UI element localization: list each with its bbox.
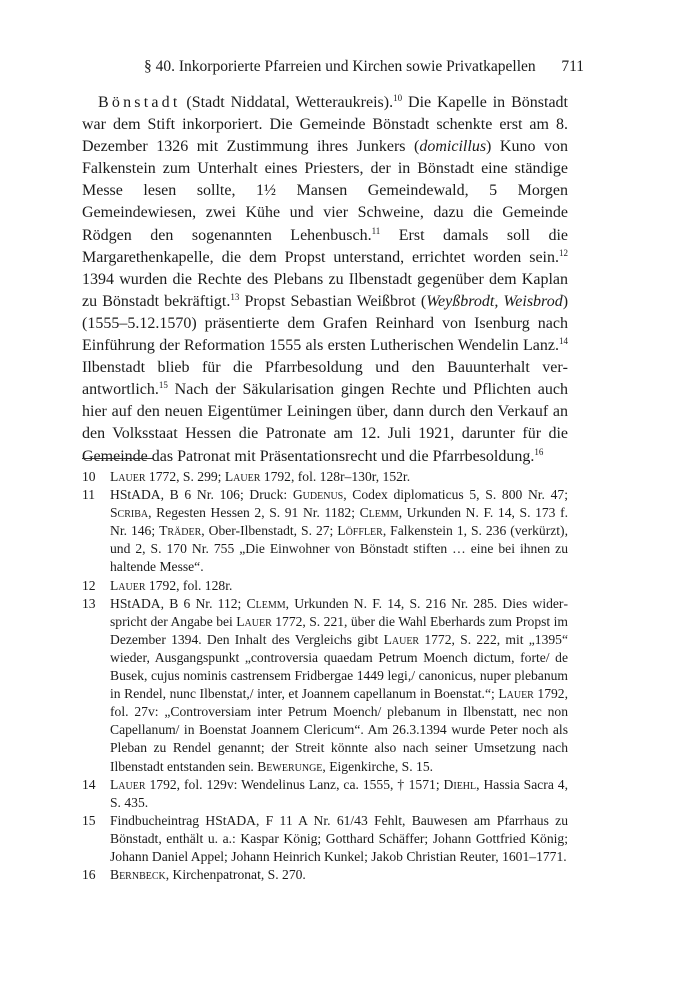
footnote-10 — [82, 468, 568, 486]
footnote-14 — [82, 776, 568, 812]
running-header-title: § 40. Inkorporierte Pfarreien und Kirchen sowie Privatkapellen — [144, 58, 536, 75]
author-name: Lauer — [110, 776, 146, 792]
text-run: 1394 wurden die Rechte des Plebans zu Ilbenstadt gegenüber dem Kaplan zu Bönstadt bekräftigt. — [82, 270, 568, 310]
text-run: Nach der Säkularisation gingen Rechte und Pflichten auch hier auf den neuen Eigentümer Leiningen über, dann durch den Verkauf an den Volksstaat Hessen die Patronate am 12. Juli 1921, darunter für die Gemeinde das Patronat mit Präsentationsrecht und die Pfarrbesoldung. — [82, 381, 568, 465]
author-name: Träder — [159, 523, 202, 539]
text-run: Findbucheintrag HStADA, F 11 A Nr. 61/43 Fehlt, Bauwesen am Pfarrhaus zu Bönstadt, enthält u. a.: Kaspar König; Gotthard Schäffer; Johann Gottfried König; Johann Daniel Appel; Johann Heinrich Kunkel; Jakob Christian Reuter, 1601–1771. — [110, 812, 568, 864]
text-run: ) Kuno von Falkenstein zum Unterhalt eines Priesters, der in Bönstadt eine ständige Messe lesen sollte, 1½ Mansen Gemeindewald, 5 Morgen Gemeindewiesen, zwei Kühe und vier Schweine, dazu die Gemeinde Rödgen den sogenannten Lehenbusch. — [82, 138, 568, 244]
text-run: ) (1555–5.12.1570) präsentierte dem Grafen Reinhard von Isenburg nach Einführung der Reformation 1555 als ersten Lutherischen Wendelin Lanz. — [82, 292, 569, 355]
italic-term: Weyßbrodt, Weisbrod — [426, 292, 563, 310]
body-paragraph — [82, 92, 568, 468]
footnote-number: 13 — [82, 595, 96, 611]
author-name: Clemm — [359, 505, 399, 521]
author-name: Gudenus — [292, 487, 344, 503]
footnote-number: 10 — [82, 469, 96, 484]
footnote-number: 15 — [82, 812, 96, 828]
text-run: 1792, fol. 27v: „Controversiam inter Petrum Moench/ plebanum in Ilbenstatt, nec non Capellanum/ in Boenstat Joannem Clericum“. Am 26.3.1394 wurde Peter noch als Pleban zu Rendel genannt; der Streit könnte also nach seiner Umsetzung nach Ilbenstadt entstanden sein. — [110, 686, 568, 774]
text-run: 1792, fol. 129v: Wendelinus Lanz, ca. 1555, † 1571; — [145, 776, 444, 792]
text-run: (Stadt Niddatal, Wetteraukreis). — [180, 94, 394, 111]
text-run: 1772, S. 299; — [145, 469, 225, 484]
footnote-ref-11[interactable]: 11 — [371, 225, 381, 236]
text-run: Erst damals soll die Margarethenkapelle, die dem Propst unterstand, errichtet worden sein. — [82, 226, 569, 266]
text-run: , Ober-Ilbenstadt, S. 27; — [201, 523, 338, 539]
text-run: HStADA, B 6 Nr. 112; — [110, 595, 247, 611]
author-name: Scriba — [110, 505, 149, 521]
text-run: , Falkenstein 1, S. 236 (verkürzt), und 2, S. 170 Nr. 755 „Die Einwohner von Bönstadt stiften … eine bei ihnen zu haltende Messe“. — [110, 523, 568, 575]
footnote-number: 16 — [82, 867, 96, 883]
footnote-ref-15[interactable]: 15 — [158, 380, 168, 391]
author-name: Lauer — [498, 686, 534, 702]
author-name: Lauer — [236, 613, 272, 629]
text-run: , Hassia Sacra 4, S. 435. — [110, 776, 568, 810]
text-run: 1772, S. 222, mit „1395“ wieder, Ausgangspunkt „controversia quaedam Petrum Moench dictum, forte/ de Busek, cujus nominis castrensem Fridbergae 1449 legi,/ canonicus, nuper plebanum in Rendel, nunc Ilbenstat,/ inter, et Joannem capellanum in Boenstat.“; — [110, 631, 568, 702]
footnote-separator — [82, 458, 154, 459]
footnote-16 — [82, 866, 568, 884]
author-name: Bewerunge — [257, 758, 323, 774]
footnote-ref-10[interactable]: 10 — [393, 93, 403, 103]
place-name: Bönstadt — [98, 94, 181, 111]
author-name: Diehl — [443, 776, 477, 792]
text-run: , Urkunden N. F. 14, S. 216 Nr. 285. Dies widerspricht der Angabe bei — [110, 595, 568, 629]
footnote-12 — [82, 577, 568, 595]
author-name: Lauer — [110, 469, 146, 484]
footnote-number: 12 — [82, 577, 96, 593]
text-run: , Kirchenpatronat, S. 270. — [165, 867, 306, 883]
text-run: HStADA, B 6 Nr. 106; Druck: — [110, 487, 293, 503]
text-run: , Regesten Hessen 2, S. 91 Nr. 1182; — [148, 505, 360, 521]
text-run: 1792, fol. 128r. — [145, 577, 233, 593]
author-name: Clemm — [246, 595, 286, 611]
footnote-13 — [82, 595, 568, 776]
running-header — [82, 58, 618, 80]
footnote-ref-12[interactable]: 12 — [559, 247, 568, 258]
text-run: , Codex diplomaticus 5, S. 800 Nr. 47; — [343, 487, 569, 503]
footnotes — [82, 468, 568, 884]
text-run: Ilbenstadt blieb für die Pfarrbesoldung und den Bauunterhalt verantwortlich. — [82, 359, 568, 399]
author-name: Bernbeck — [110, 867, 166, 883]
footnote-15 — [82, 812, 568, 866]
author-name: Lauer — [224, 469, 261, 484]
footnote-ref-13[interactable]: 13 — [230, 291, 240, 302]
text-run: Die Kapelle in Bönstadt war dem Stift inkorporiert. Die Gemeinde Bönstadt schenkte erst am 8. Dezember 1326 mit Zustimmung ihres Junkers ( — [82, 94, 569, 156]
author-name: Lauer — [383, 631, 420, 647]
footnote-ref-16[interactable]: 16 — [534, 446, 544, 457]
text-run: 1772, S. 221, über die Wahl Eberhards zum Propst im Dezember 1394. Den Inhalt des Vergleichs gibt — [110, 613, 568, 647]
text-run: , Urkunden N. F. 14, S. 173 f. Nr. 146; — [110, 505, 568, 539]
text-run: Propst Sebastian Weißbrot ( — [239, 292, 427, 310]
footnote-number: 14 — [82, 776, 96, 792]
text-run: , Eigenkirche, S. 15. — [322, 758, 434, 774]
body-text — [82, 92, 568, 468]
footnote-11 — [82, 486, 568, 576]
footnote-ref-14[interactable]: 14 — [559, 336, 568, 347]
text-run: 1792, fol. 128r–130r, 152r. — [260, 469, 411, 484]
author-name: Löffler — [337, 523, 383, 539]
italic-term: domicillus — [419, 138, 487, 156]
author-name: Lauer — [110, 577, 146, 593]
page-number: 711 — [561, 58, 584, 75]
footnote-number: 11 — [82, 487, 96, 503]
